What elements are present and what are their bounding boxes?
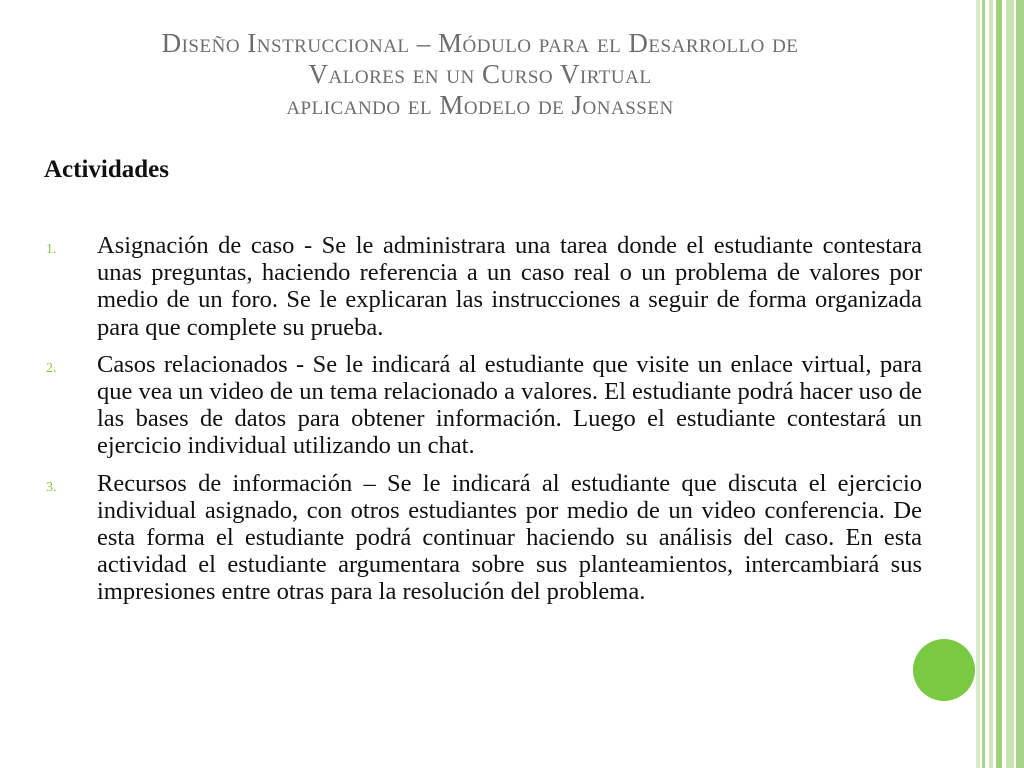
section-heading: Actividades — [44, 156, 169, 183]
activities-list — [40, 232, 922, 616]
stripe — [976, 0, 980, 768]
list-item — [40, 351, 922, 460]
stripe — [989, 0, 993, 768]
list-item — [40, 470, 922, 606]
title-line-2: Valores en un Curso Virtual — [308, 59, 652, 89]
stripe — [1016, 0, 1024, 768]
item-text: Casos relacionados - Se le indicará al estudiante que visite un enlace virtual, para que vea un video de un tema relacionado a valores. El estudiante podrá hacer uso de las bases de datos para obtener información. Luego el estudiante contestará un ejercicio individual utilizando un chat. — [97, 350, 922, 460]
item-text: Recursos de información – Se le indicará al estudiante que discuta el ejercicio individual asignado, con otros estudiantes por medio de un video conferencia. De esta forma el estudiante podrá continuar haciendo su análisis del caso. En esta actividad el estudiante argumentara sobre sus planteamientos, intercambiará sus impresiones entre otras para la resolución del problema. — [97, 469, 922, 606]
item-number: 3. — [46, 479, 57, 495]
decorative-side-stripes — [976, 0, 1024, 768]
list-item — [40, 232, 922, 341]
title-line-1: Diseño Instruccional – Módulo para el Desarrollo de — [161, 28, 799, 58]
item-number: 1. — [46, 242, 57, 257]
item-text: Asignación de caso - Se le administrara una tarea donde el estudiante contestara unas preguntas, haciendo referencia a un caso real o un problema de valores por medio de un foro. Se le explicaran las instrucciones a seguir de forma organizada para que complete su prueba. — [97, 232, 922, 341]
slide-title — [60, 28, 900, 121]
stripe — [982, 0, 985, 768]
item-number: 2. — [46, 360, 57, 376]
stripe — [996, 0, 1002, 768]
stripe — [1006, 0, 1014, 768]
decorative-green-circle — [913, 639, 975, 701]
title-line-3: aplicando el Modelo de Jonassen — [286, 90, 674, 120]
